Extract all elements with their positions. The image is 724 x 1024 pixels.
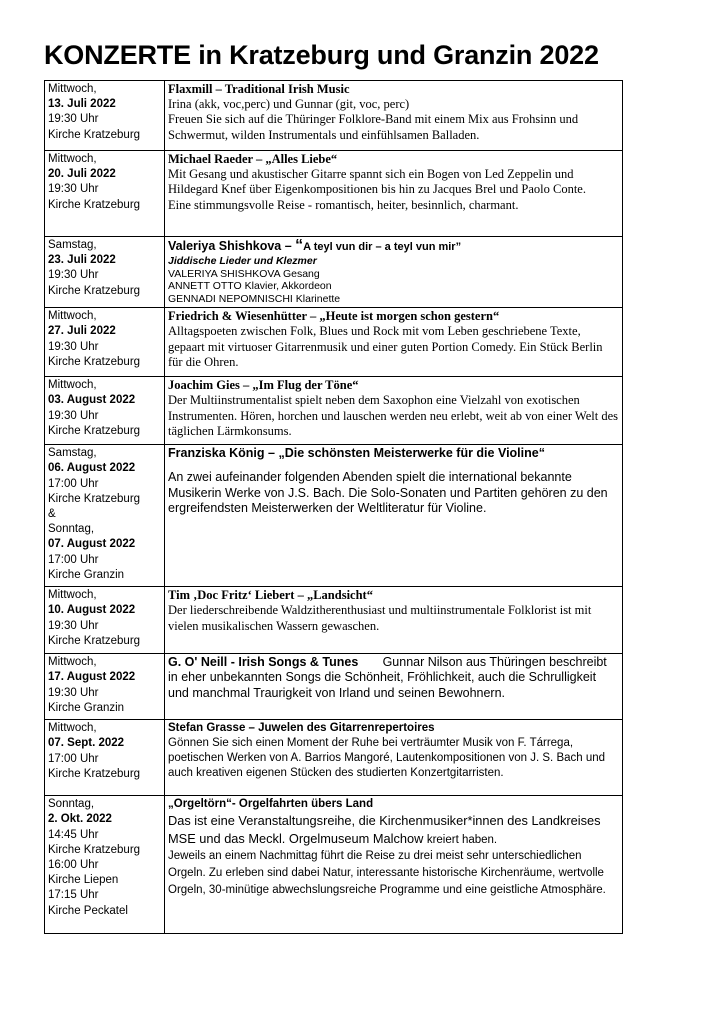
event-date-cell: [45, 308, 165, 377]
weekday: Mittwoch,: [48, 83, 97, 95]
event-time: 16:00 Uhr: [48, 859, 99, 872]
event-text: Jeweils an einem Nachmittag führt die Reise zu drei meist sehr unterschiedlichen Orgeln. Zu erleben sind dabei Natur, interessante historische Kirchenräume, wertvolle Orgeln, 30-minütige abwechslungsreiche Programme und eine geistliche Atmosphäre.: [168, 849, 606, 896]
weekday: Samstag,: [48, 447, 97, 460]
event-text: Das ist eine Veranstaltungsreihe, die Kirchenmusiker*innen des Landkreises MSE und das Meckl. Orgelmuseum Malchow: [168, 813, 601, 846]
event-venue: Kirche Granzin: [48, 701, 125, 714]
event-headline: Stefan Grasse – Juwelen des Gitarrenrepertoires: [168, 722, 435, 735]
event-venue: Kirche Peckatel: [48, 904, 128, 917]
event-venue: Kirche Kratzeburg: [48, 355, 141, 368]
table-row: [45, 308, 623, 377]
event-date: 2. Okt. 2022: [48, 813, 112, 826]
weekday: Sonntag,: [48, 798, 95, 811]
event-text: Eine stimmungsvolle Reise - romantisch, heiter, besinnlich, charmant.: [168, 197, 519, 212]
event-text: Alltagspoeten zwischen Folk, Blues und Rock mit vom Leben geschriebene Texte, gepaart mit virtuoser Gitarrenmusik und einer guten Portion Comedy. Ein Stück Berlin für die Ohren.: [168, 324, 603, 369]
event-headline: G. O' Neill - Irish Songs & Tunes: [168, 655, 359, 670]
event-venue: Kirche Kratzeburg: [48, 128, 141, 141]
event-time: 19:30 Uhr: [48, 183, 99, 196]
performer-line: VALERIYA SHISHKOVA Gesang: [168, 267, 320, 280]
table-row: [45, 377, 623, 445]
weekday: Mittwoch,: [48, 722, 97, 735]
event-date: 17. August 2022: [48, 671, 136, 684]
event-headline: Michael Raeder – „Alles Liebe“: [168, 152, 338, 166]
event-date: 20. Juli 2022: [48, 168, 116, 181]
program-title: A teyl vun dir – a teyl vun mir”: [303, 241, 462, 253]
event-time: 17:00 Uhr: [48, 752, 99, 765]
event-text: Der liederschreibende Waldzitherenthusiast und multiinstrumentale Folklorist ist mit vielen musikalischen Wassern gewaschen.: [168, 603, 592, 633]
event-date: 03. August 2022: [48, 394, 136, 407]
event-date-cell: [45, 151, 165, 237]
page-title: KONZERTE in Kratzeburg und Granzin 2022: [44, 40, 599, 70]
weekday: Samstag,: [48, 239, 97, 251]
event-date: 06. August 2022: [48, 462, 136, 475]
event-info-cell: [165, 377, 623, 445]
event-time: 17:00 Uhr: [48, 553, 99, 566]
table-row: [45, 587, 623, 654]
event-info-cell: [165, 81, 623, 151]
event-text: Gunnar Nilson aus Thüringen beschreibt in eher unbekannten Songs die Schönheit, Fröhlichkeit, auch die Schrulligkeit und manchmal Traurigkeit von Irland und seinen Bewohnern.: [168, 655, 607, 700]
event-time: 19:30 Uhr: [48, 619, 99, 632]
performer-line: ANNETT OTTO Klavier, Akkordeon: [168, 280, 332, 293]
concert-table: [44, 80, 623, 934]
weekday: Mittwoch,: [48, 379, 97, 392]
artist-name: Valeriya Shishkova –: [168, 239, 296, 253]
event-headline: Tim ‚Doc Fritz‘ Liebert – „Landsicht“: [168, 588, 373, 603]
event-date: 27. Juli 2022: [48, 325, 116, 338]
event-info-cell: [165, 151, 623, 237]
spacer: [168, 461, 619, 470]
event-venue: Kirche Kratzeburg: [48, 843, 141, 856]
event-text: An zwei aufeinander folgenden Abenden spielt die international bekannte Musikerin Werke von J.S. Bach. Die Solo-Sonaten und Partiten gehören zu den ergreifendsten Meisterwerken der Weltliteratur für Violine.: [168, 470, 608, 515]
event-venue: Kirche Kratzeburg: [48, 767, 141, 780]
event-text: Mit Gesang und akustischer Gitarre spannt sich ein Bogen von Led Zeppelin und Hildegard Knef über Eigenkompositionen bis hin zu Jacques Brel und Paolo Conte.: [168, 167, 586, 197]
event-info-cell: [165, 237, 623, 308]
event-date-cell: [45, 720, 165, 796]
event-time: 19:30 Uhr: [48, 269, 99, 282]
table-row: [45, 237, 623, 308]
event-date-cell: [45, 445, 165, 587]
weekday: Mittwoch,: [48, 310, 97, 323]
table-row: [45, 81, 623, 151]
event-venue: Kirche Kratzeburg: [48, 198, 141, 211]
event-text: Irina (akk, voc,perc) und Gunnar (git, voc, perc): [168, 97, 410, 112]
event-headline: „Orgeltörn“- Orgelfahrten übers Land: [168, 798, 374, 811]
table-row: [45, 796, 623, 934]
event-headline: [168, 238, 619, 255]
event-info-cell: [165, 720, 623, 796]
event-time: 19:30 Uhr: [48, 113, 99, 126]
event-headline: Flaxmill – Traditional Irish Music: [168, 82, 350, 96]
event-text: kreiert haben.: [426, 833, 498, 846]
quote-mark: “: [295, 237, 304, 254]
event-venue: Kirche Kratzeburg: [48, 284, 141, 297]
table-row: [45, 720, 623, 796]
event-time: 14:45 Uhr: [48, 828, 99, 841]
event-text: Freuen Sie sich auf die Thüringer Folklore-Band mit einem Mix aus Frohsinn und Schwermut, wilden Instrumentals und einfühlsamen Balladen.: [168, 112, 579, 142]
performer-line: GENNADI NEPOMNISCHI Klarinette: [168, 292, 341, 305]
event-headline: Joachim Gies – „Im Flug der Töne“: [168, 378, 359, 393]
event-date: 07. August 2022: [48, 538, 136, 551]
event-date-cell: [45, 654, 165, 720]
event-date-cell: [45, 81, 165, 151]
event-date-cell: [45, 587, 165, 654]
event-time: 17:00 Uhr: [48, 477, 99, 490]
weekday: Mittwoch,: [48, 656, 97, 669]
event-time: 19:30 Uhr: [48, 686, 99, 699]
event-subtitle: Jiddische Lieder und Klezmer: [168, 255, 317, 268]
event-date-cell: [45, 796, 165, 934]
event-info-cell: [165, 445, 623, 587]
event-info-cell: [165, 796, 623, 934]
event-date: 07. Sept. 2022: [48, 737, 125, 750]
event-venue: Kirche Kratzeburg: [48, 424, 141, 437]
event-text: Gönnen Sie sich einen Moment der Ruhe bei verträumter Musik von F. Tárrega, poetischen Werken von A. Barrios Mangoré, Lautenkompositionen von J. S. Bach und auch kreativen eigenen Stücken des studierten Konzertgitarristen.: [168, 737, 606, 779]
event-time: 17:15 Uhr: [48, 889, 99, 902]
event-date: 23. Juli 2022: [48, 254, 116, 267]
event-venue: Kirche Kratzeburg: [48, 492, 141, 505]
event-info-cell: [165, 308, 623, 377]
event-info-cell: [165, 587, 623, 654]
event-venue: Kirche Granzin: [48, 568, 125, 581]
event-headline: Friedrich & Wiesenhütter – „Heute ist morgen schon gestern“: [168, 309, 500, 324]
event-headline: Franziska König – „Die schönsten Meisterwerke für die Violine“: [168, 446, 545, 461]
weekday: Mittwoch,: [48, 589, 97, 602]
table-row: [45, 151, 623, 237]
event-text: Der Multiinstrumentalist spielt neben dem Saxophon eine Vielzahl von exotischen Instrumenten. Hören, horchen und lauschen werden neu erlebt, weit ab von einer Welt des täglichen Lärmkonsums.: [168, 393, 618, 438]
ampersand: &: [48, 508, 56, 521]
event-date: 10. August 2022: [48, 604, 136, 617]
event-date-cell: [45, 237, 165, 308]
event-time: 19:30 Uhr: [48, 340, 99, 353]
event-date-cell: [45, 377, 165, 445]
event-info-cell: [165, 654, 623, 720]
event-venue: Kirche Liepen: [48, 874, 119, 887]
table-row: [45, 654, 623, 720]
event-date: 13. Juli 2022: [48, 98, 116, 111]
table-row: [45, 445, 623, 587]
weekday: Mittwoch,: [48, 153, 97, 165]
event-time: 19:30 Uhr: [48, 409, 99, 422]
weekday: Sonntag,: [48, 523, 95, 536]
event-venue: Kirche Kratzeburg: [48, 634, 141, 647]
